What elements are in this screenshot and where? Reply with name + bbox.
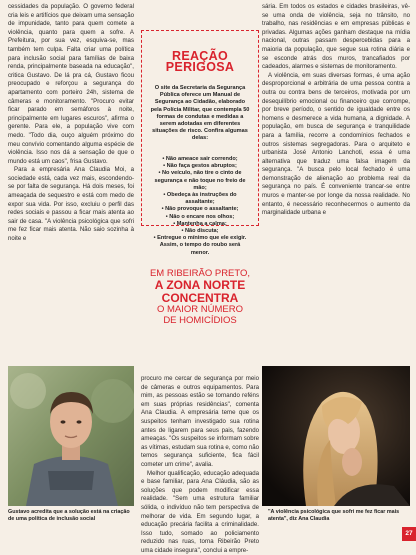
list-item: • Entregue o mínimo que ele exigir. Assim, o tempo do roubo será menor. (153, 235, 247, 256)
paragraph: Para a empresária Ana Claudia Moi, a sociedade está, cada vez mais, escondendo-se por falta de segurança. Há dois meses, foi ameaçada de sequestro e está com medo de expor sua vida. Por isso, excluiu o perfil das redes sociais e passou a ficar mais atenta ao sair de casa. "A violência psicológica que sofri me fez ficar mais atenta. Não saio sozinha à noite e (8, 166, 134, 243)
paragraph: cessidades da população. O governo federal cria leis e artifícios que deixam uma sensação de impunidade, tanto para quem comete a violência, quanto para quem a sofre. A Prefeitura, por sua vez, esquiva-se, mas também tem culpa. Falta criar uma política para inclusão social para famílias de baixa renda, principalmente baseada na educação", critica Gustavo. De lá pra cá, Gustavo ficou preocupado e reforçou a segurança do apartamento com porteiro 24h, sistema de câmeras e monitoramento. "Procuro evitar ficar parado em semáforos à noite, principalmente em lugares escuros", afirma o gerente. Para ele, a população vive com medo. "Todo dia, ouço alguém próximo do meu convívio comentando alguma espécie de violência. Isso nos dá a sensação de que o mundo está um caos", frisa Gustavo. (8, 3, 134, 165)
list-item: • Não o encare nos olhos; (165, 213, 235, 220)
paragraph: procuro me cercar de segurança por meio de câmeras e outros equipamentos. Para mim, as pessoas estão se tornando reféns em suas próprias residências", comenta Ana Claudia. A empresária teme que os suspeitos tenham investigado sua rotina antes de ligarem para seus pais, fazendo ameaças. "Os suspeitos se informam sobre as vítimas, estudam sua rotina e, como não temos segurança suficiente, fica fácil cometer um crime", avalia. (141, 375, 259, 468)
page-number: 27 (402, 527, 416, 541)
box-title: REAÇÃO PERIGOSA (165, 49, 235, 74)
paragraph: sária. Em todos os estados e cidades brasileiras, vê-se uma onda de violência, seja no trânsito, no trabalho, nas residências e em empresas públicas e privadas. Algumas ações ganham destaque na mídia nacional, outras passam despercebidas para a maioria da população, que segue sua rotina diária e se esconde atrás dos muros, trancafiados por cadeados, alarmes e sistemas de monitoramento. (262, 3, 410, 71)
paragraph: A violência, em suas diversas formas, é uma ação desproporcional e arbitrária de uma pessoa contra a outra ou contra bens de terceiros, motivada por um desequilíbrio emocional ou financeiro que corrompe, por breve período, o sentido de igualdade entre os homens e desmerece a vida humana, a dignidade. A população, em busca de segurança e tranquilidade para a família, recorre a condomínios fechados e outros sistemas segregadoras. Para o arquiteto e urbanista José Antonio Lanchoti, essa é uma alternativa que traduz uma falsa imagem da segurança. "A busca pelo local fechado é uma demonstração de alienação ao problema real da segurança no país. É conveniente trancar-se entre muros e manter-se por longe da nossa realidade. No entanto, é necessário reconhecermos o aumento da marginalidade urbana e (262, 71, 410, 217)
list-item: • No veículo, não tire o cinto de segurança e não toque no freio de mão; (154, 170, 246, 191)
safety-tips-box (141, 30, 259, 256)
list-item: • Não ameace sair correndo; (162, 156, 238, 162)
article-column-right (262, 3, 410, 218)
woman-portrait-image (262, 366, 410, 506)
list-item: • Obedeça às instruções do assaltante; (163, 192, 237, 206)
man-portrait-image (8, 366, 134, 506)
article-column-left (8, 3, 134, 244)
pull-quote: EM RIBEIRÃO PRETO, A ZONA NORTE CONCENTRA O MAIOR NÚMERO DE HOMICÍDIOS (149, 268, 251, 326)
photo-gustavo (8, 366, 134, 506)
list-item: • Mantenha a calma; (173, 220, 227, 227)
box-intro: O site da Secretaria da Segurança Pública oferece um Manual de Segurança ao Cidadão, elaborado pela Polícia Militar, que contempla 50 formas de condutas e medidas a serem adotadas em diferentes situações de risco. Confira algumas delas: (150, 85, 250, 142)
article-column-middle (141, 375, 259, 555)
tips-list (150, 156, 250, 257)
list-item: • Não provoque o assaltante; (161, 206, 239, 213)
photo-ana-claudia (262, 366, 410, 506)
photo-caption: "A violência psicológica que sofri me fez ficar mais atenta", diz Ana Claudia (268, 509, 400, 522)
photo-caption: Gustavo acredita que a solução está na criação de uma política de inclusão social (8, 509, 130, 522)
list-item: • Não faça gestos abruptos; (163, 163, 237, 170)
paragraph: Melhor qualificação, educação adequada e base familiar, para Ana Cláudia, são as soluções que podem modificar essa realidade. "Sem uma estrutura familiar sólida, o indivíduo não tem perspectiva de melhorar de vida. Em segundo lugar, a educação precária facilita a criminalidade. Isso tudo, somado ao policiamento reduzido nas ruas, torna Ribeirão Preto uma cidade insegura", conclui a empre- (141, 469, 259, 554)
list-item: • Não discuta; (181, 228, 219, 235)
